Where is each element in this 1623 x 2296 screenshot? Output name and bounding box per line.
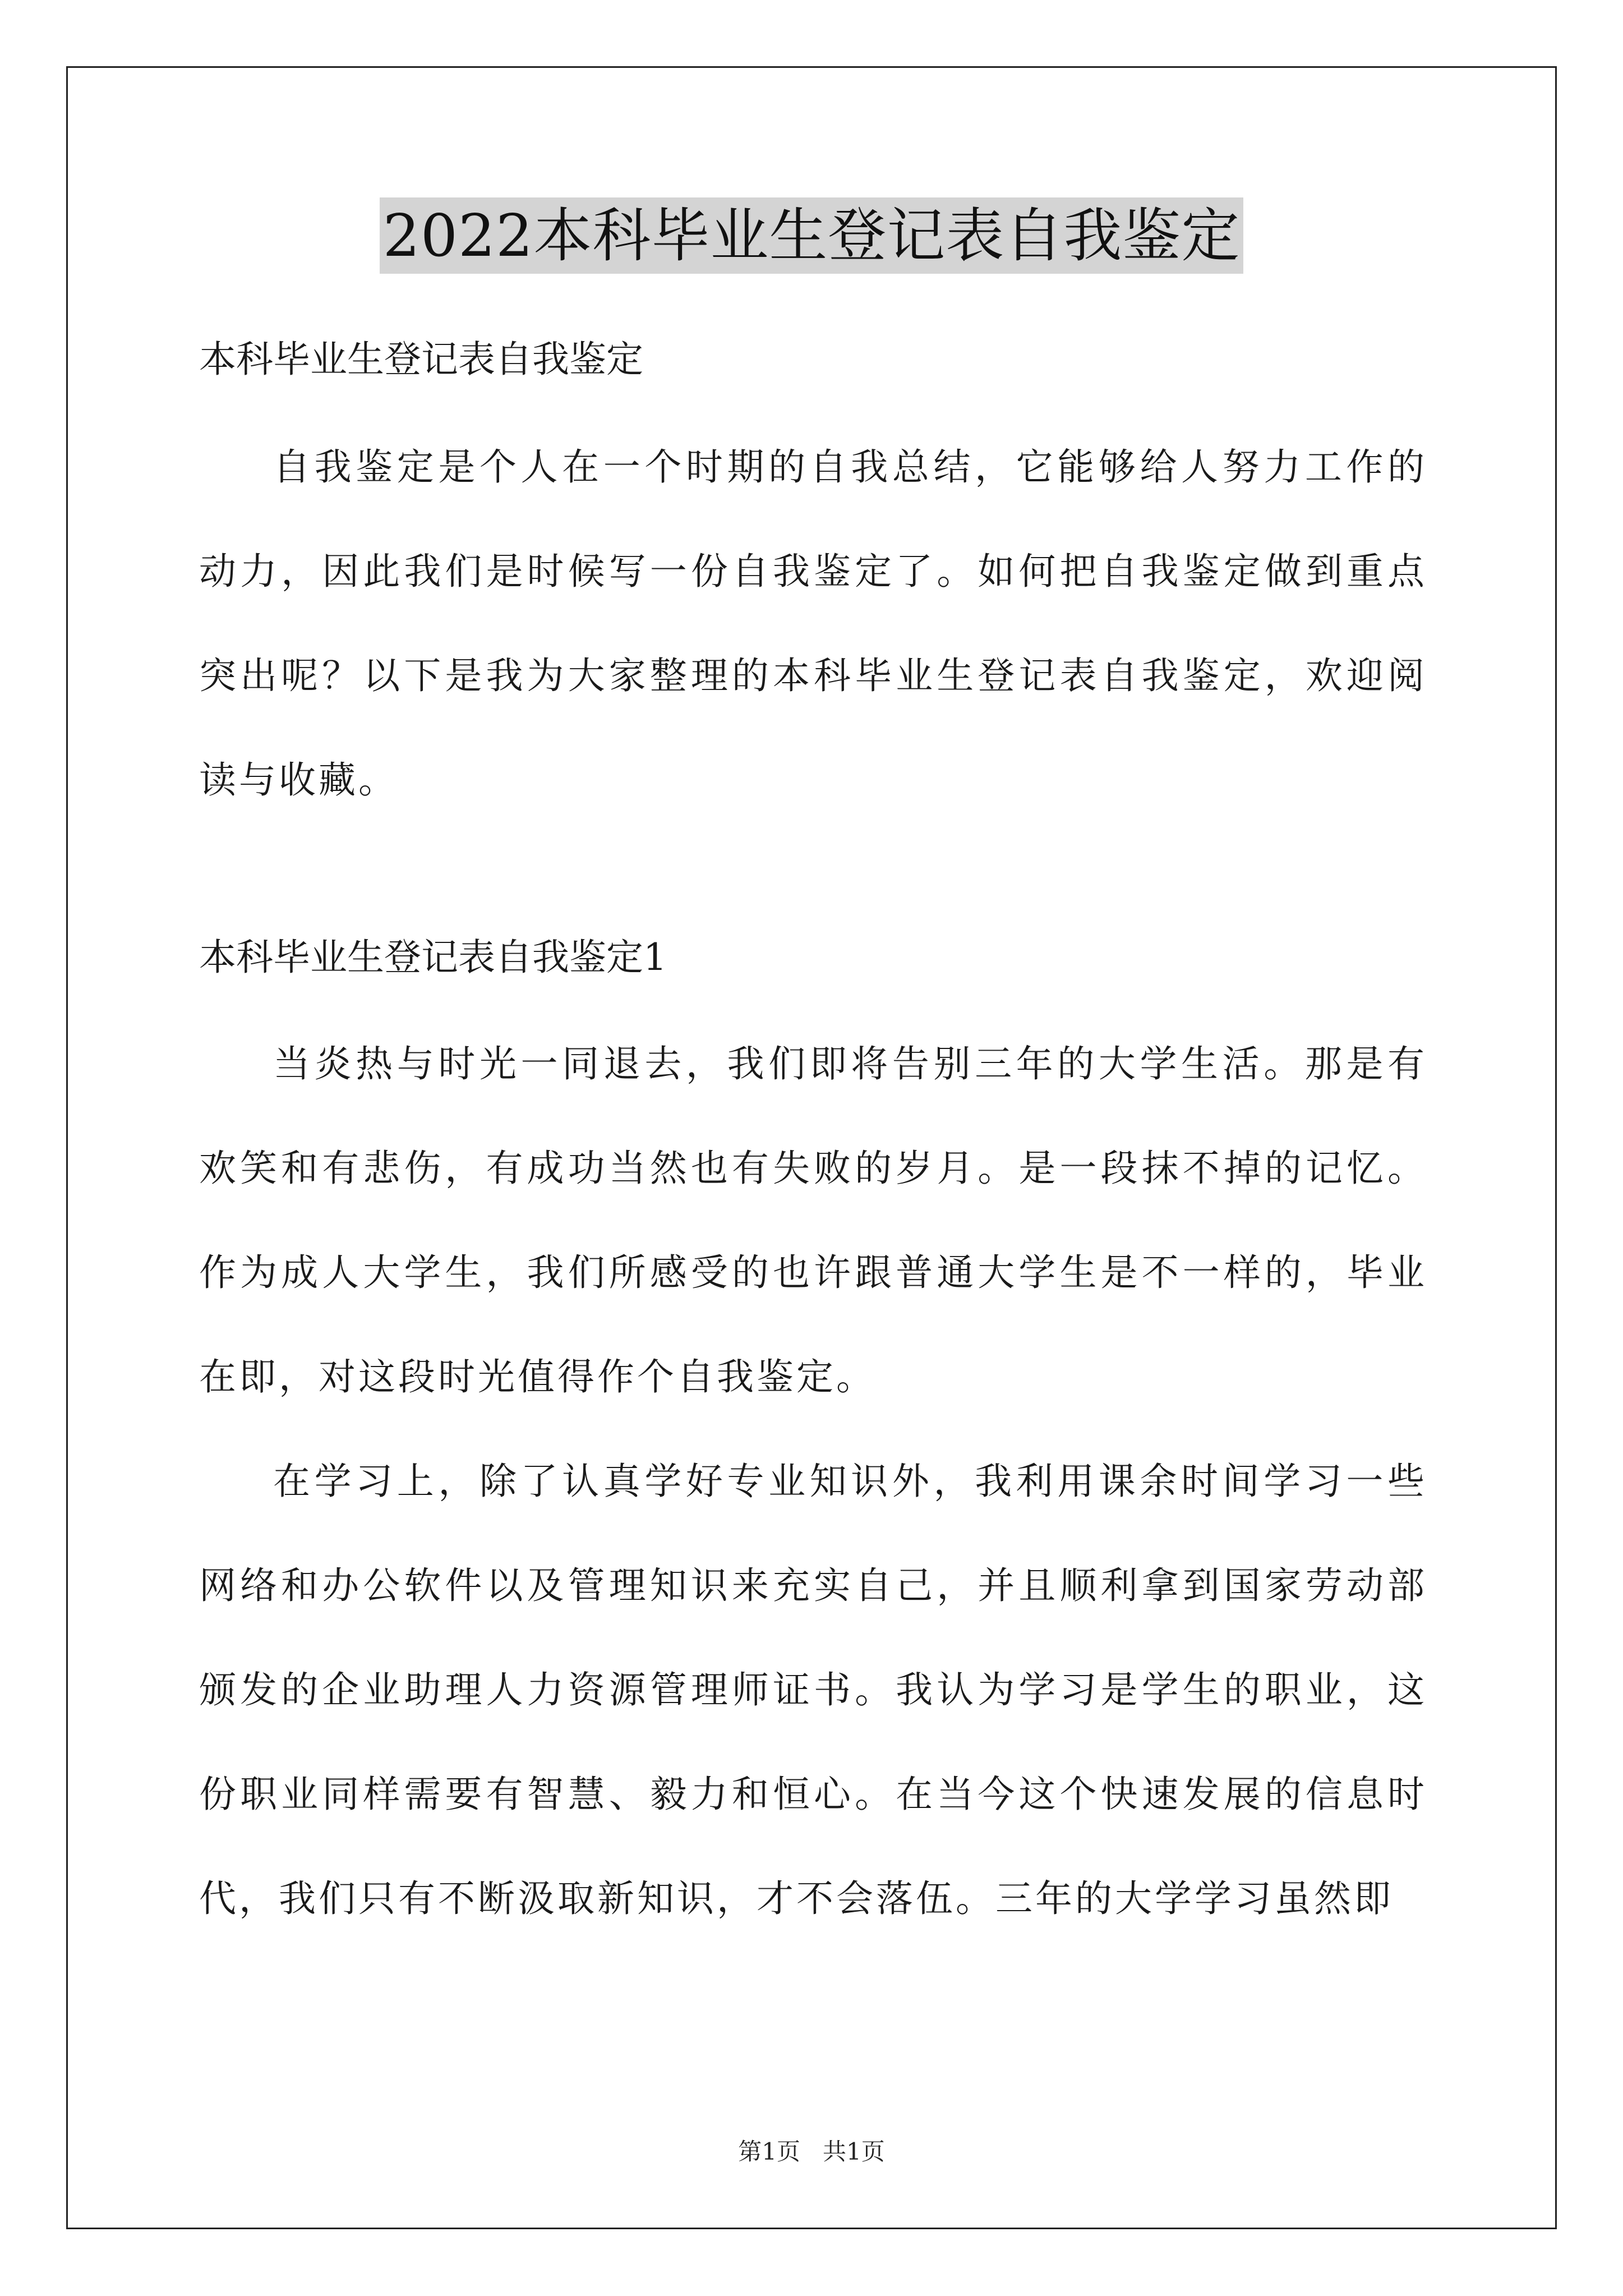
intro-paragraph: 自我鉴定是个人在一个时期的自我总结，它能够给人努力工作的动力，因此我们是时候写一份自我鉴定了。如何把自我鉴定做到重点突出呢？以下是我为大家整理的本科毕业生登记表自我鉴定，欢迎阅读与收藏。 [199,445,1427,802]
title-container [0,197,1623,274]
section-title: 本科毕业生登记表自我鉴定1 [199,936,667,979]
body-paragraph-1: 当炎热与时光一同退去，我们即将告别三年的大学生活。那是有欢笑和有悲伤，有成功当然也有失败的岁月。是一段抹不掉的记忆。作为成人大学生，我们所感受的也许跟普通大学生是不一样的，毕业在即，对这段时光值得作个自我鉴定。 [199,1042,1427,1398]
document-title: 2022本科毕业生登记表自我鉴定 [380,197,1244,274]
document-subtitle: 本科毕业生登记表自我鉴定 [199,338,643,381]
document-body [199,334,1427,1951]
section-spacer [199,832,1427,932]
body-paragraph-2: 在学习上，除了认真学好专业知识外，我利用课余时间学习一些网络和办公软件以及管理知识来充实自己，并且顺利拿到国家劳动部颁发的企业助理人力资源管理师证书。我认为学习是学生的职业，这份职业同样需要有智慧、毅力和恒心。在当今这个快速发展的信息时代，我们只有不断汲取新知识，才不会落伍。三年的大学学习虽然即 [199,1460,1427,1920]
page-footer: 第1页 共1页 [738,2138,885,2165]
